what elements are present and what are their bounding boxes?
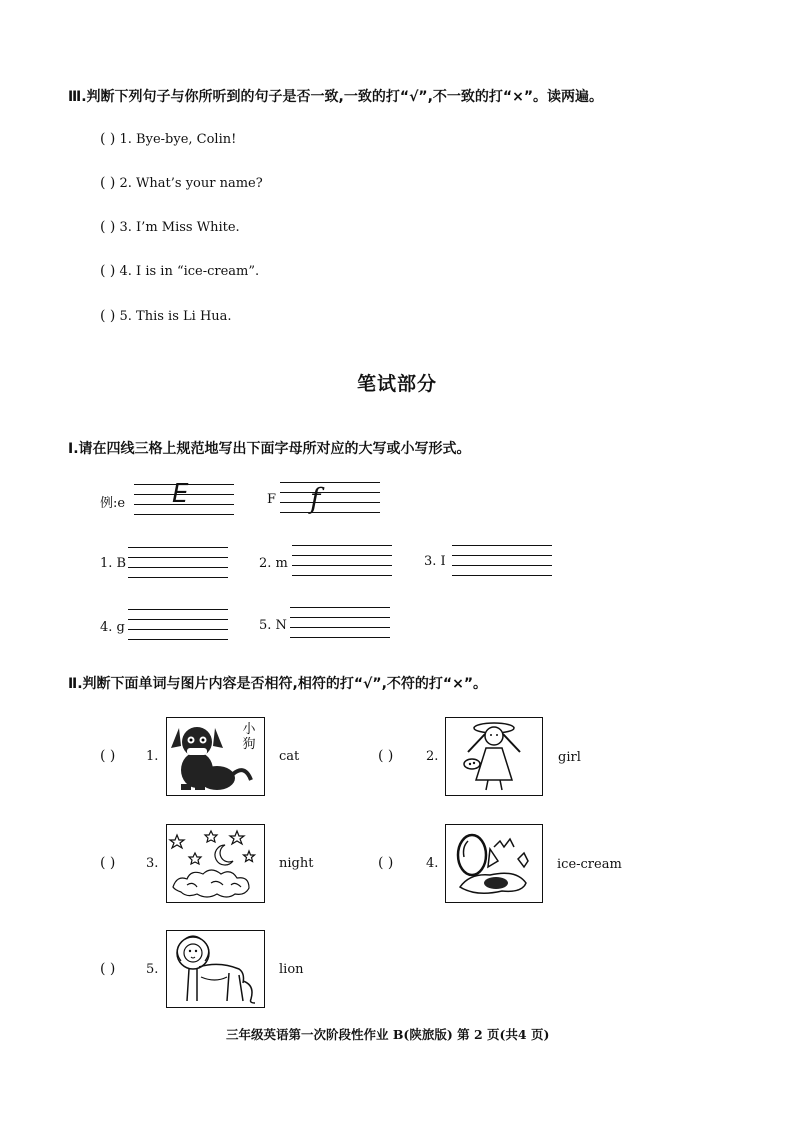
example-label: 例:e [100, 496, 126, 511]
dog-caption: 小狗 [242, 722, 256, 752]
girl-picture [445, 717, 543, 796]
example-writing-lines [134, 479, 234, 514]
answer-parenthesis[interactable]: ( ) [100, 308, 116, 324]
written-part-heading: 笔试部分 [357, 373, 438, 395]
example-answer-letter: E [172, 479, 189, 509]
lion-icon [167, 931, 264, 1007]
letter-writing-lines-3[interactable] [452, 545, 552, 575]
answer-parenthesis[interactable]: ( ) [100, 263, 116, 279]
picture-item-number: 2. [426, 749, 439, 764]
listening-item-3 [100, 219, 240, 235]
letters-section-title: Ⅰ.请在四线三格上规范地写出下面字母所对应的大写或小写形式。 [68, 441, 471, 457]
example-second-writing-lines [280, 482, 380, 515]
page-footer: 三年级英语第一次阶段性作业 B(陕旅版) 第 2 页(共4 页) [226, 1027, 550, 1042]
letter-item-label: 5. N [259, 618, 287, 633]
picture-word: night [279, 856, 314, 871]
letter-writing-lines-2[interactable] [292, 545, 392, 575]
listening-sentence: 3. I’m Miss White. [119, 220, 240, 235]
example-second-label: F [267, 492, 277, 507]
listening-sentence: 5. This is Li Hua. [119, 309, 232, 324]
answer-parenthesis[interactable]: ( ) [100, 855, 116, 871]
answer-parenthesis[interactable]: ( ) [100, 175, 116, 191]
night-icon [167, 825, 264, 902]
picture-word: girl [558, 750, 581, 765]
letter-writing-lines-4[interactable] [128, 609, 228, 639]
letter-writing-lines-5[interactable] [290, 607, 390, 637]
listening-item-5 [100, 308, 232, 324]
picture-item-number: 3. [146, 856, 159, 871]
answer-parenthesis[interactable]: ( ) [100, 219, 116, 235]
listening-sentence: 4. I is in “ice-cream”. [119, 264, 260, 279]
listening-item-1 [100, 131, 236, 147]
listening-item-4 [100, 263, 259, 279]
egg-icon [446, 825, 542, 902]
letter-item-label: 4. g [100, 620, 125, 635]
egg-picture [445, 824, 543, 903]
picture-word: lion [279, 962, 304, 977]
listening-sentence: 2. What’s your name? [119, 176, 263, 191]
pictures-section-title: Ⅱ.判断下面单词与图片内容是否相符,相符的打“√”,不符的打“×”。 [68, 676, 488, 692]
answer-parenthesis[interactable]: ( ) [100, 748, 116, 764]
dog-picture [166, 717, 265, 796]
listening-section-title: Ⅲ.判断下列句子与你所听到的句子是否一致,一致的打“√”,不一致的打“×”。读两遍。 [68, 89, 604, 105]
answer-parenthesis[interactable]: ( ) [100, 131, 116, 147]
picture-word: ice-cream [557, 857, 622, 872]
letter-item-label: 1. B [100, 556, 127, 571]
listening-sentence: 1. Bye-bye, Colin! [119, 132, 237, 147]
picture-item-number: 4. [426, 856, 439, 871]
letter-writing-lines-1[interactable] [128, 547, 228, 577]
letter-item-label: 2. m [259, 556, 288, 571]
night-picture [166, 824, 265, 903]
lion-picture [166, 930, 265, 1008]
picture-word: cat [279, 749, 300, 764]
girl-icon [446, 718, 542, 795]
example-second-answer-letter: f [310, 482, 321, 515]
picture-item-number: 5. [146, 962, 159, 977]
picture-item-number: 1. [146, 749, 159, 764]
answer-parenthesis[interactable]: ( ) [378, 748, 394, 764]
letter-item-label: 3. I [424, 554, 446, 569]
answer-parenthesis[interactable]: ( ) [378, 855, 394, 871]
answer-parenthesis[interactable]: ( ) [100, 961, 116, 977]
listening-item-2 [100, 175, 263, 191]
